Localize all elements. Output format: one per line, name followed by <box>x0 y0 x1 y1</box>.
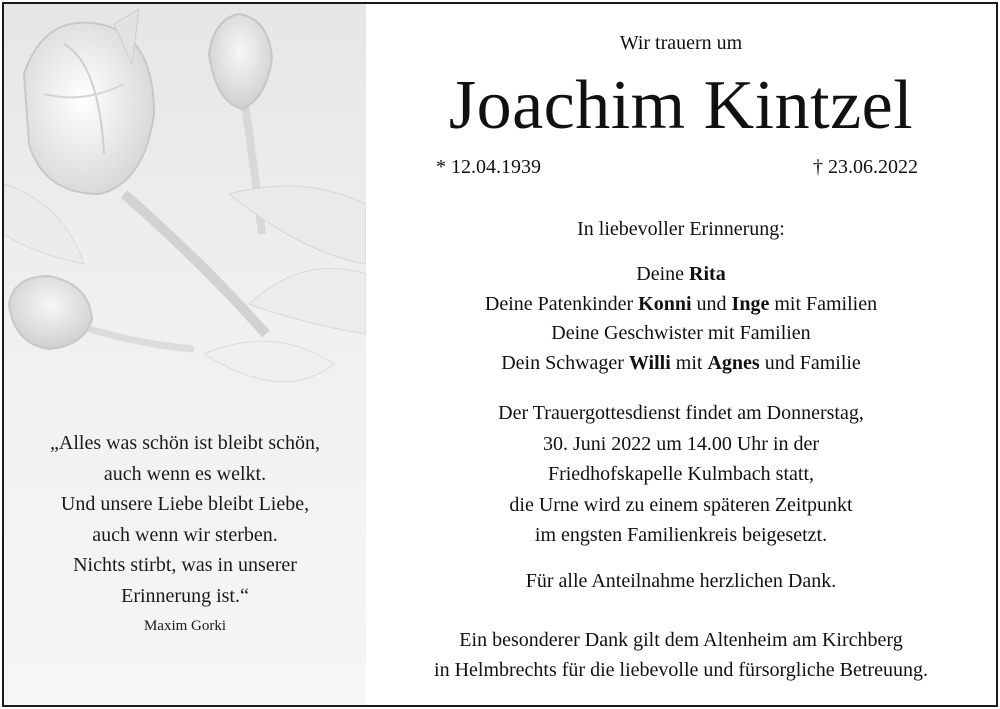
mourner-row <box>366 290 996 320</box>
service-line: 30. Juni 2022 um 14.00 Uhr in der <box>542 432 820 455</box>
service-line: im engsten Familienkreis beigesetzt. <box>534 524 828 546</box>
quote-line: Und unsere Liebe bleibt Liebe, <box>60 493 310 515</box>
memory-heading: In liebevoller Erinnerung: <box>577 218 785 240</box>
mourner-text: Deine Geschwister mit Familien <box>551 322 811 344</box>
mourner-row <box>366 349 996 379</box>
special-thanks <box>366 626 996 685</box>
thanks-line: Für alle Anteilnahme herzlichen Dank. <box>525 570 837 592</box>
mourner-text: mit Familien <box>769 292 878 315</box>
mourner-name: Konni <box>638 292 692 315</box>
mourning-intro: Wir trauern um <box>619 32 743 54</box>
mourner-name: Rita <box>689 263 726 285</box>
special-thanks-line: in Helmbrechts für die liebevolle und fürsorgliche Betreuung. <box>434 658 928 681</box>
mourner-name: Inge <box>731 292 770 315</box>
service-line: Der Trauergottesdienst findet am Donnerstag, <box>498 402 864 424</box>
birth-date: * 12.04.1939 <box>436 156 541 178</box>
mourner-text: mit <box>670 351 708 374</box>
quote-line: Erinnerung ist.“ <box>121 584 249 607</box>
mourner-text: Deine Patenkinder <box>484 292 639 315</box>
mourner-text: Deine <box>636 263 690 285</box>
rose-image-panel <box>4 4 366 705</box>
funeral-service-info <box>366 398 996 551</box>
mourner-text: und Familie <box>759 351 861 374</box>
quote-line: auch wenn es welkt. <box>103 462 267 485</box>
obituary-text <box>366 4 996 705</box>
service-line: Friedhofskapelle Kulmbach statt, <box>547 463 815 485</box>
mourner-text: und <box>691 292 732 315</box>
obituary-frame <box>2 2 998 707</box>
quote-line: „Alles was schön ist bleibt schön, <box>50 432 320 454</box>
mourner-name: Willi <box>628 351 671 374</box>
mourner-text: Dein Schwager <box>501 351 629 374</box>
service-line: die Urne wird zu einem späteren Zeitpunkt <box>509 493 853 516</box>
poem-quote <box>4 428 366 637</box>
quote-line: auch wenn wir sterben. <box>92 523 278 546</box>
mourner-name: Agnes <box>707 351 760 374</box>
deceased-name: Joachim Kintzel <box>448 67 914 144</box>
mourners-list <box>366 260 996 378</box>
mourner-row <box>366 260 996 290</box>
quote-author: Maxim Gorki <box>143 618 227 634</box>
quote-line: Nichts stirbt, was in unserer <box>73 554 297 576</box>
mourner-row <box>366 319 996 349</box>
special-thanks-line: Ein besonderer Dank gilt dem Altenheim am Kirchberg <box>459 629 903 651</box>
death-date: † 23.06.2022 <box>813 156 918 178</box>
